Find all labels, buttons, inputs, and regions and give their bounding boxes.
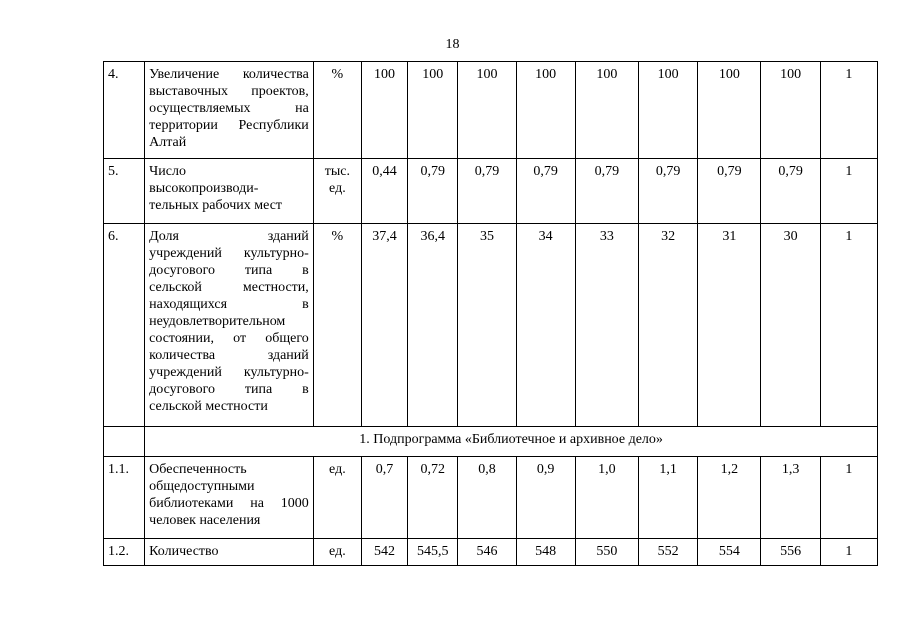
value-cell: 554 bbox=[698, 539, 761, 566]
value-cell: 36,4 bbox=[408, 224, 458, 427]
table-row bbox=[104, 457, 878, 539]
section-row bbox=[104, 427, 878, 457]
indicator-name-line: находящихся в bbox=[149, 297, 309, 312]
row-number: 1.1. bbox=[104, 457, 145, 539]
indicator-name-line: учреждений культурно- bbox=[149, 365, 309, 380]
indicator-name-line: Доля зданий bbox=[149, 229, 309, 244]
row-number: 4. bbox=[104, 62, 145, 159]
value-cell: 32 bbox=[639, 224, 698, 427]
value-cell: 0,44 bbox=[361, 159, 407, 224]
value-cell: 0,79 bbox=[639, 159, 698, 224]
page-number: 18 bbox=[445, 37, 460, 52]
value-cell: 556 bbox=[761, 539, 820, 566]
value-cell: 548 bbox=[516, 539, 575, 566]
value-cell: 100 bbox=[639, 62, 698, 159]
value-cell: 1,1 bbox=[639, 457, 698, 539]
row-number-cell bbox=[104, 427, 145, 457]
unit-cell: % bbox=[313, 62, 361, 159]
value-cell: 100 bbox=[516, 62, 575, 159]
unit-cell: тыс. ед. bbox=[313, 159, 361, 224]
table-row bbox=[104, 62, 878, 159]
row-number: 6. bbox=[104, 224, 145, 427]
unit-cell: ед. bbox=[313, 457, 361, 539]
last-column-cell: 1 bbox=[820, 457, 877, 539]
value-cell: 542 bbox=[361, 539, 407, 566]
last-column-cell: 1 bbox=[820, 224, 877, 427]
indicator-name-line: территории Республики bbox=[149, 118, 309, 133]
value-cell: 0,79 bbox=[408, 159, 458, 224]
value-cell: 33 bbox=[575, 224, 638, 427]
value-cell: 100 bbox=[361, 62, 407, 159]
indicator-name-line: Обеспеченность bbox=[149, 462, 247, 477]
indicator-name bbox=[145, 62, 314, 159]
unit-cell: % bbox=[313, 224, 361, 427]
indicator-name-line: состоянии, от общего bbox=[149, 331, 309, 346]
indicator-name-line: досугового типа в bbox=[149, 263, 309, 278]
value-cell: 0,79 bbox=[761, 159, 820, 224]
value-cell: 100 bbox=[698, 62, 761, 159]
value-cell: 0,79 bbox=[698, 159, 761, 224]
value-cell: 0,7 bbox=[361, 457, 407, 539]
value-cell: 100 bbox=[408, 62, 458, 159]
row-number: 1.2. bbox=[104, 539, 145, 566]
row-number: 5. bbox=[104, 159, 145, 224]
indicator-name bbox=[145, 457, 314, 539]
indicator-name-line: сельской местности bbox=[149, 399, 268, 414]
indicator-name-line: Количество bbox=[149, 544, 219, 559]
indicator-name-line: количества зданий bbox=[149, 348, 309, 363]
indicator-name-line: человек населения bbox=[149, 513, 261, 528]
indicators-table bbox=[103, 61, 878, 566]
value-cell: 31 bbox=[698, 224, 761, 427]
indicator-name-line: общедоступными bbox=[149, 479, 255, 494]
value-cell: 0,79 bbox=[458, 159, 516, 224]
value-cell: 0,79 bbox=[575, 159, 638, 224]
indicator-name-line: выставочных проектов, bbox=[149, 84, 309, 99]
table-body bbox=[104, 62, 878, 566]
indicator-name-line: учреждений культурно- bbox=[149, 246, 309, 261]
indicator-name-line: сельской местности, bbox=[149, 280, 309, 295]
indicator-name-line: библиотеками на 1000 bbox=[149, 496, 309, 511]
value-cell: 546 bbox=[458, 539, 516, 566]
value-cell: 100 bbox=[761, 62, 820, 159]
table-row bbox=[104, 159, 878, 224]
indicator-name bbox=[145, 224, 314, 427]
value-cell: 30 bbox=[761, 224, 820, 427]
table-row bbox=[104, 224, 878, 427]
value-cell: 550 bbox=[575, 539, 638, 566]
indicator-name-line: тельных рабочих мест bbox=[149, 198, 283, 213]
value-cell: 1,3 bbox=[761, 457, 820, 539]
value-cell: 0,8 bbox=[458, 457, 516, 539]
indicator-name-line: Увеличение количества bbox=[149, 67, 309, 82]
value-cell: 0,72 bbox=[408, 457, 458, 539]
value-cell: 0,9 bbox=[516, 457, 575, 539]
indicator-name-line: Число bbox=[149, 164, 186, 179]
indicator-name bbox=[145, 539, 314, 566]
indicator-name-line: Алтай bbox=[149, 135, 187, 150]
value-cell: 35 bbox=[458, 224, 516, 427]
indicator-name bbox=[145, 159, 314, 224]
value-cell: 552 bbox=[639, 539, 698, 566]
indicator-name-line: досугового типа в bbox=[149, 382, 309, 397]
indicator-name-line: неудовлетворительном bbox=[149, 314, 286, 329]
value-cell: 0,79 bbox=[516, 159, 575, 224]
unit-cell: ед. bbox=[313, 539, 361, 566]
last-column-cell: 1 bbox=[820, 62, 877, 159]
indicator-name-line: осуществляемых на bbox=[149, 101, 309, 116]
value-cell: 100 bbox=[575, 62, 638, 159]
value-cell: 34 bbox=[516, 224, 575, 427]
value-cell: 1,0 bbox=[575, 457, 638, 539]
value-cell: 545,5 bbox=[408, 539, 458, 566]
last-column-cell: 1 bbox=[820, 159, 877, 224]
table-row bbox=[104, 539, 878, 566]
indicator-name-line: высокопроизводи- bbox=[149, 181, 259, 196]
section-title: 1. Подпрограмма «Библиотечное и архивное дело» bbox=[145, 427, 878, 457]
value-cell: 37,4 bbox=[361, 224, 407, 427]
value-cell: 100 bbox=[458, 62, 516, 159]
value-cell: 1,2 bbox=[698, 457, 761, 539]
last-column-cell: 1 bbox=[820, 539, 877, 566]
